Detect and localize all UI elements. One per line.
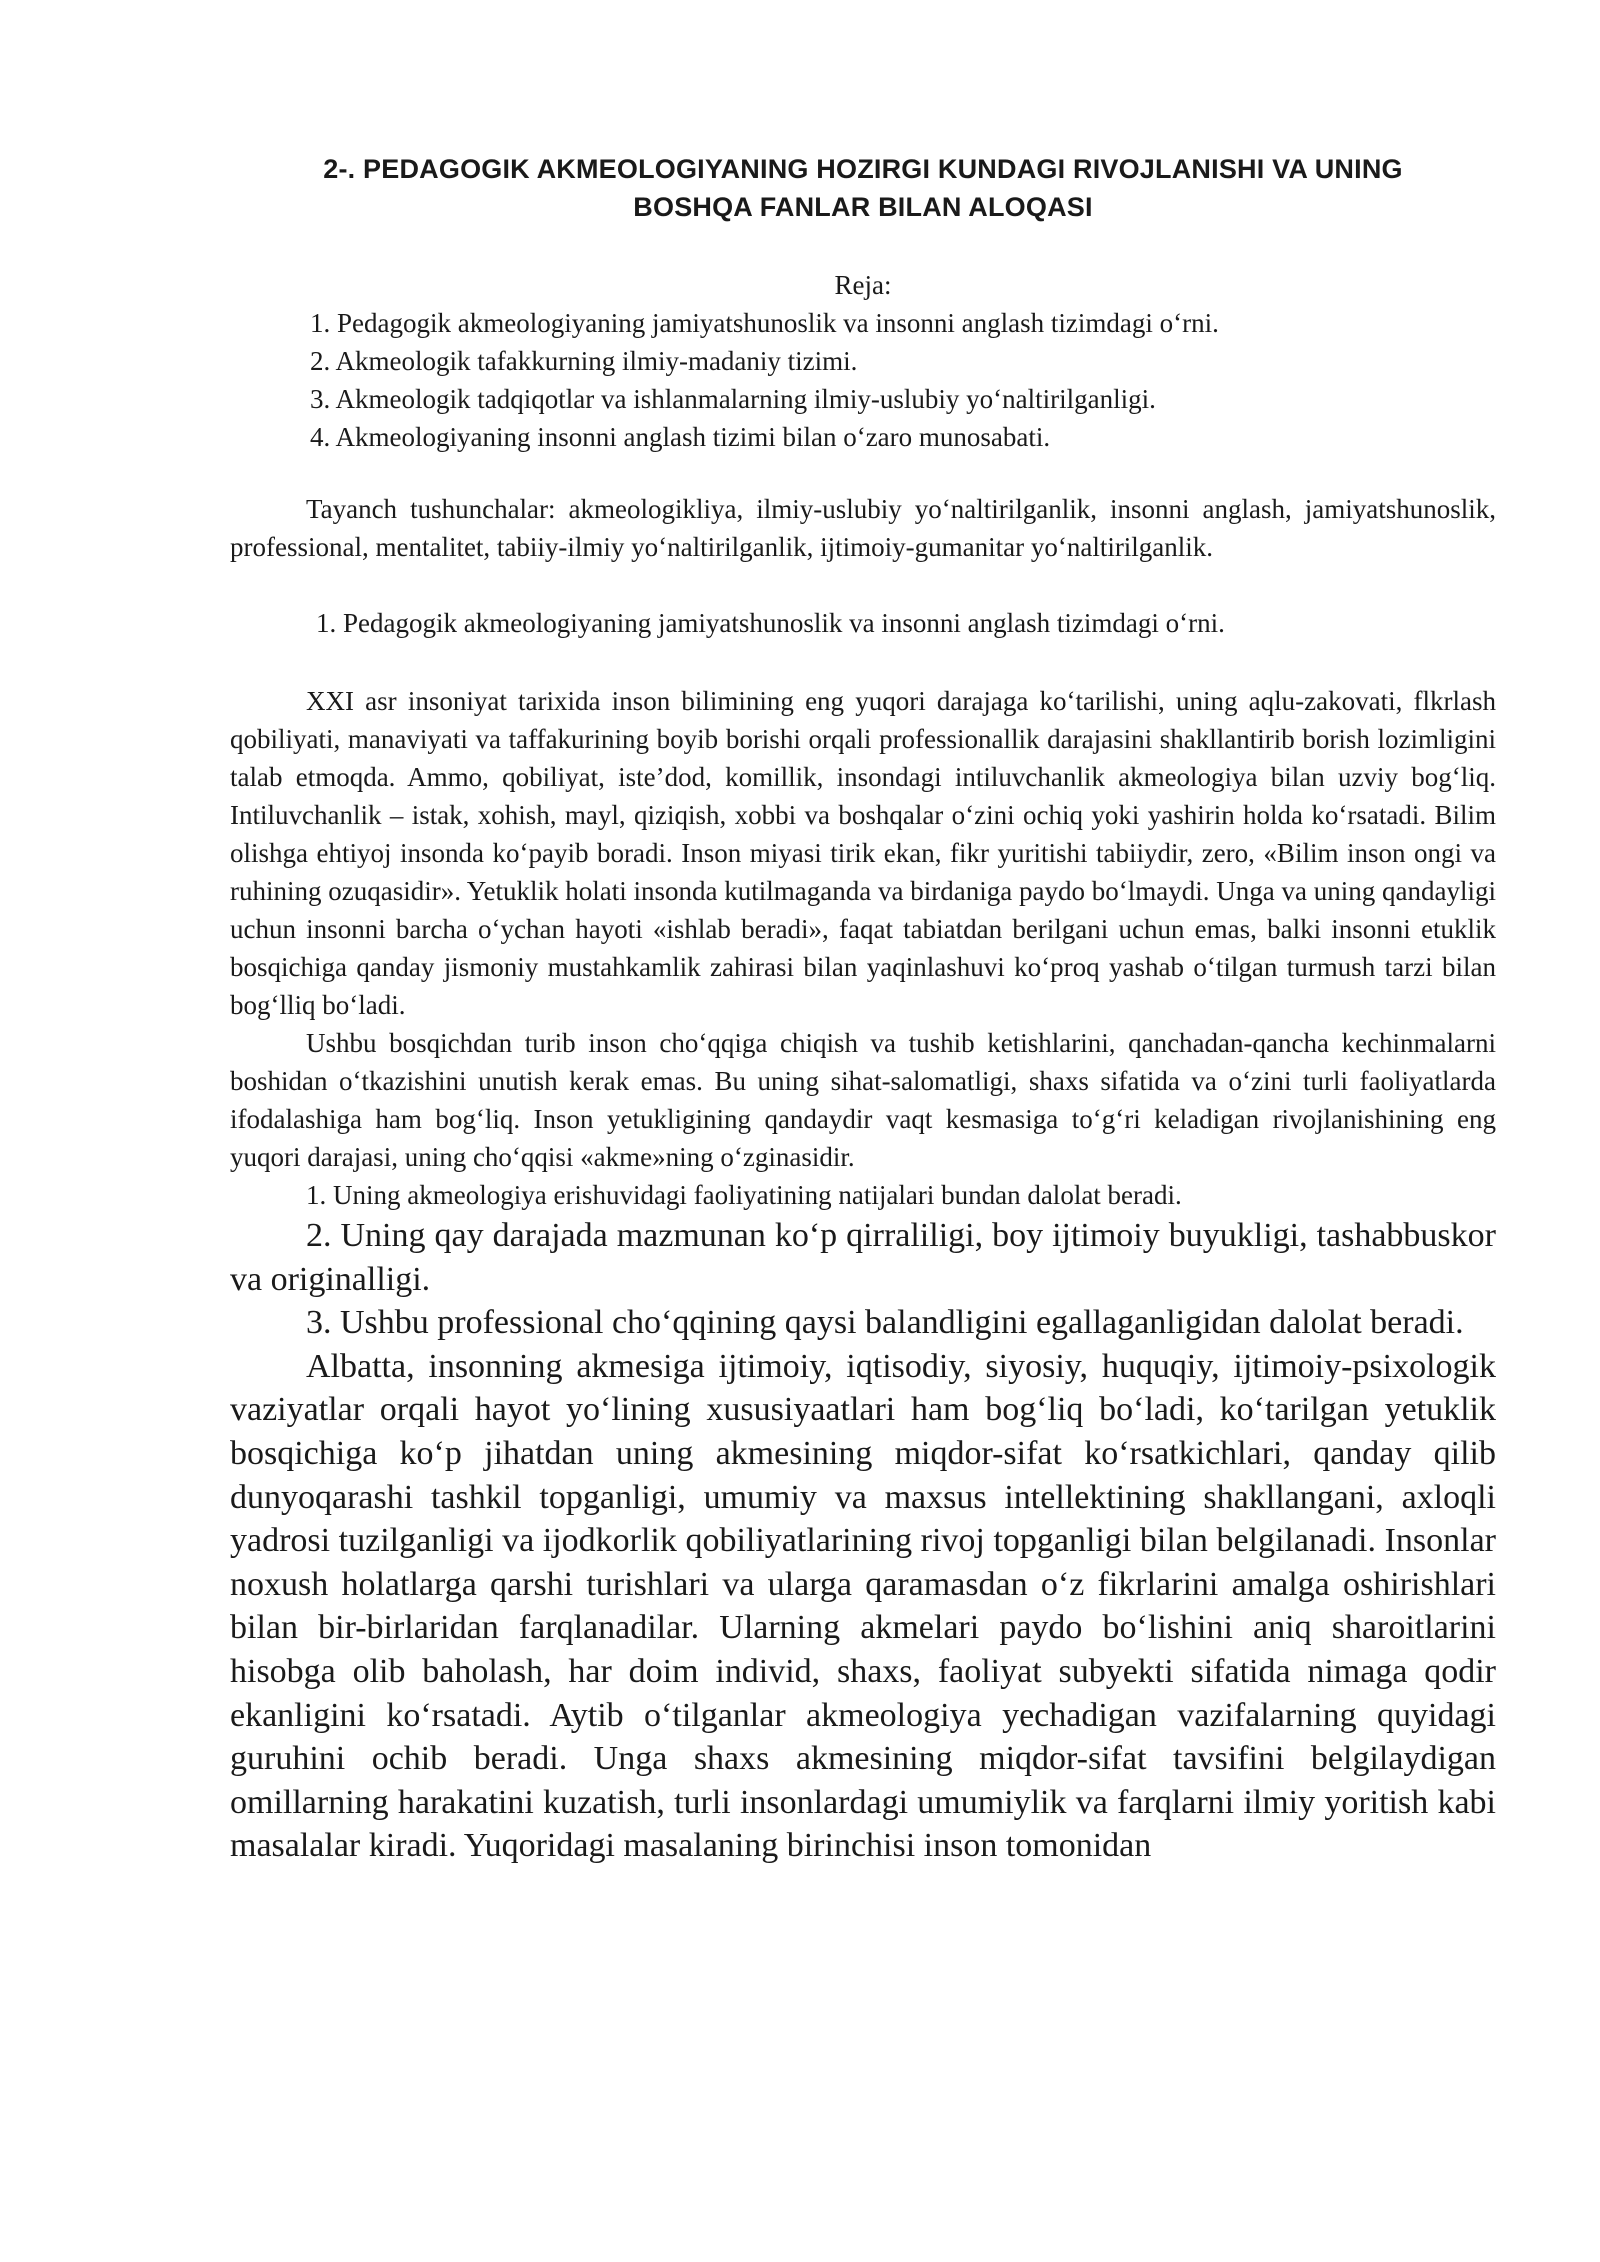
numbered-item-2: 2. Uning qay darajada mazmunan ko‘p qirraliligi, boy ijtimoiy buyukligi, tashabbuskor va originalligi. xyxy=(230,1217,1496,1298)
plan-list xyxy=(230,304,1496,456)
numbered-item-1: 1. Uning akmeologiya erishuvidagi faoliyatining natijalari bundan dalolat beradi. xyxy=(306,1180,1182,1210)
title-line-1: 2-. PEDAGOGIK AKMEOLOGIYANING HOZIRGI KUNDAGI RIVOJLANISHI VA UNING xyxy=(323,154,1403,184)
body-paragraph-2: Ushbu bosqichdan turib inson cho‘qqiga chiqish va tushib ketishlarini, qanchadan-qancha kechinmalarni boshidan o‘tkazishini unutish kerak emas. Bu uning sihat-salomatligi, shaxs sifatida va o‘zini turli faoliyatlarda ifodalashiga ham bog‘liq. Inson yetukligining qandaydir vaqt kesmasiga to‘g‘ri keladigan rivojlanishining eng yuqori darajasi, uning cho‘qqisi «akme»ning o‘zginasidir. xyxy=(230,1028,1496,1172)
body-paragraph-3: Albatta, insonning akmesiga ijtimoiy, iqtisodiy, siyosiy, huquqiy, ijtimoiy-psixologik vaziyatlar orqali hayot yo‘lining xususiyaatlari ham bog‘liq bo‘ladi, ko‘tarilgan yetuklik bosqichiga ko‘p jihatdan uning akmesining miqdor-sifat ko‘rsatkichlari, qanday qilib dunyoqarashi tashkil topganligi, umumiy va maxsus intellektining shakllangani, axloqli yadrosi tuzilganligi va ijodkorlik qobiliyatlarining rivoj topganligi bilan belgilanadi. Insonlar noxush holatlarga qarshi turishlari va ularga qaramasdan o‘z fikrlarini amalga oshirishlari bilan bir-birlaridan farqlanadilar. Ularning akmelari paydo bo‘lishini aniq sharoitlarini hisobga olib baholash, har doim individ, shaxs, faoliyat subyekti sifatida nimaga qodir ekanligini ko‘rsatadi. Aytib o‘tilganlar akmeologiya yechadigan vazifalarning quyidagi guruhini ochib beradi. Unga shaxs akmesining miqdor-sifat tavsifini belgilaydigan omillarning harakatini kuzatish, turli insonlardagi umumiylik va farqlarni ilmiy yoritish kabi masalalar kiradi. Yuqoridagi masalaning birinchisi inson tomonidan xyxy=(230,1347,1496,1865)
keywords-paragraph: Tayanch tushunchalar: akmeologikliya, ilmiy-uslubiy yo‘naltirilganlik, insonni anglash, jamiyatshunoslik, professional, mentalitet, tabiiy-ilmiy yo‘naltirilganlik, ijtimoiy-gumanitar yo‘naltirilganlik. xyxy=(230,494,1496,562)
plan-item: 1. Pedagogik akmeologiyaning jamiyatshunoslik va insonni anglash tizimdagi o‘rni. xyxy=(310,308,1219,338)
plan-heading: Reja: xyxy=(834,270,892,300)
section-heading: 1. Pedagogik akmeologiyaning jamiyatshunoslik va insonni anglash tizimdagi o‘rni. xyxy=(316,608,1225,638)
plan-item: 3. Akmeologik tadqiqotlar va ishlanmalarning ilmiy-uslubiy yo‘naltirilganligi. xyxy=(310,384,1156,414)
body-paragraph-1: XXI asr insoniyat tarixida inson bilimining eng yuqori darajaga ko‘tarilishi, uning aqlu-zakovati, flkrlash qobiliyati, manaviyati va taffakurining boyib borishi orqali professionallik darajasini shakllantirib borish lozimligini talab etmoqda. Ammo, qobiliyat, iste’dod, komillik, insondagi intiluvchanlik akmeologiya bilan uzviy bog‘liq. Intiluvchanlik – istak, xohish, mayl, qiziqish, xobbi va boshqalar o‘zini ochiq yoki yashirin holda ko‘rsatadi. Bilim olishga ehtiyoj insonda ko‘payib boradi. Inson miyasi tirik ekan, fikr yuritishi tabiiydir, zero, «Bilim inson ongi va ruhining ozuqasidir». Yetuklik holati insonda kutilmaganda va birdaniga paydo bo‘lmaydi. Unga va uning qandayligi uchun insonni barcha o‘ychan hayoti «ishlab beradi», faqat tabiatdan berilgani uchun emas, balki insonni etuklik bosqichiga qanday jismoniy mustahkamlik zahirasi bilan yaqinlashuvi ko‘proq yashab o‘tilgan turmush tarzi bilan bog‘lliq bo‘ladi. xyxy=(230,686,1496,1020)
document-page xyxy=(230,150,1496,1868)
numbered-item-3: 3. Ushbu professional cho‘qqining qaysi balandligini egallaganligidan dalolat beradi. xyxy=(306,1304,1464,1342)
plan-item: 2. Akmeologik tafakkurning ilmiy-madaniy tizimi. xyxy=(310,346,858,376)
document-title xyxy=(230,150,1496,226)
title-line-2: BOSHQA FANLAR BILAN ALOQASI xyxy=(633,192,1093,222)
plan-item: 4. Akmeologiyaning insonni anglash tizimi bilan o‘zaro munosabati. xyxy=(310,422,1051,452)
